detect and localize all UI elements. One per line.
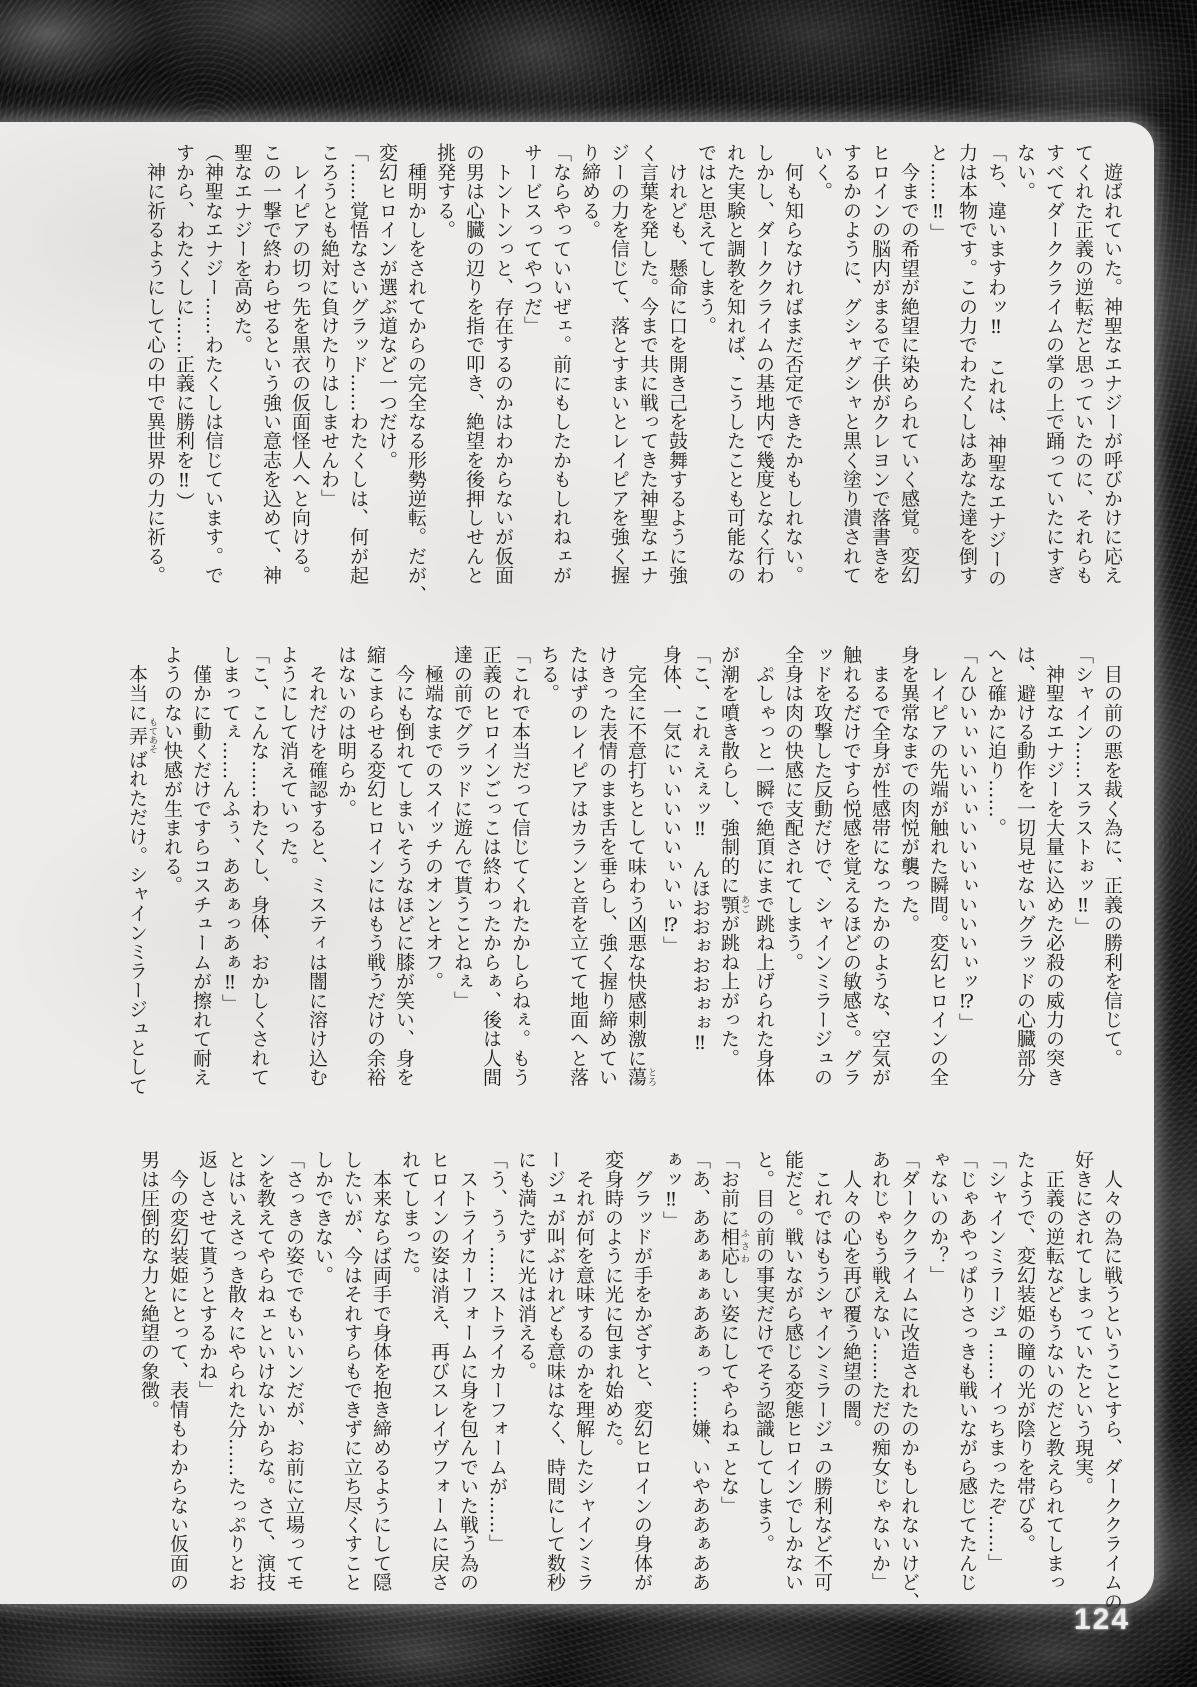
text-column: 完全に不意打ちとして味わう凶悪な快感刺激に蕩 とろ (625, 645, 656, 1087)
text-column: 本来ならば両手で身体を抱き締めるようにして隠 (370, 1150, 392, 1592)
text-column: ヒロインの脳内がまるで子供がクレヨンで落書きを (869, 143, 891, 585)
text-column: ジーの力を信じて、落とすまいとレイピアを強く握 (608, 143, 630, 585)
text-column: 「ならやっていいぜェ。前にもしたかもしれねェが (550, 143, 572, 585)
text-column: 聖なエナジーを高めた。 (231, 143, 253, 355)
text-column: しかし、ダーククライムの基地内で幾度となく行わ (753, 143, 775, 585)
text-column: ぁッ‼」 (660, 1150, 682, 1230)
text-column: するかのように、グシャグシャと黒く塗り潰されて (840, 143, 862, 585)
text-column: 今の変幻装姫にとって、表情もわからない仮面の (167, 1150, 189, 1592)
text-column: ージュが叫ぶけれども意味はなく、時間にして数秒 (544, 1150, 566, 1592)
text-column: 変幻ヒロインが選ぶ道など一つだけ。 (376, 143, 398, 470)
text-column: 正義の逆転などもうないのだと教えられてしまっ (1043, 1150, 1065, 1592)
text-column: けれども、懸命に口を開き己を鼓舞するように強 (666, 143, 688, 585)
text-column: とはいえさっき散々にやられた分……たっぷりとお (225, 1150, 247, 1592)
text-column: 何も知らなければまだ否定できたかもしれない。 (782, 143, 804, 585)
text-column: この一撃で終わらせるという強い意志を込めて、神 (260, 143, 282, 585)
text-band-bottom (138, 1150, 1126, 1611)
text-column: は、避ける動作を一切見せないグラッドの心臓部分 (1014, 645, 1036, 1087)
text-column: しまってぇ……んふぅ、ああぁっあぁ‼」 (219, 645, 241, 1013)
text-column: 「シャイン……スラストぉッ‼」 (1072, 645, 1094, 936)
text-column: 「これで本当だって信じてくれたかしらねぇ。もう (509, 645, 531, 1087)
text-column: にも満たずに光は消える。 (515, 1150, 537, 1381)
text-column: れてしまった。 (399, 1150, 421, 1285)
text-column: 「さっきの姿ででもいいンだが、お前に立場ってモ (283, 1150, 305, 1592)
text-column: たはずのレイピアはカランと音を立てて地面へと落 (567, 645, 589, 1087)
text-column: たようで、変幻装姫の瞳の光が陰りを帯びる。 (1014, 1150, 1036, 1554)
text-column: レイピアの切っ先を黒衣の仮面怪人へと向ける。 (289, 143, 311, 585)
text-column: 神聖なエナジーを大量に込めた必殺の威力の突き (1043, 645, 1065, 1087)
text-column: 僅かに動くだけですらコスチュームが擦れて耐え (190, 645, 212, 1087)
text-column: 全身は肉の快感に支配されてしまう。 (782, 645, 804, 972)
text-column: グラッドが手をかざすと、変幻ヒロインの身体が (631, 1150, 653, 1592)
text-column: （神聖なエナジー……わたくしは信じています。で (202, 143, 224, 585)
text-column: すべてダーククライムの掌の上で踊っていたにすぎ (1043, 143, 1065, 585)
text-column: 「ち、違いますわッ‼ これは、神聖なエナジーの (985, 143, 1007, 588)
text-column: く言葉を発した。今まで共に戦ってきた神聖なエナ (637, 143, 659, 585)
text-column: しかできない。 (312, 1150, 334, 1285)
text-column: ッドを攻撃した反動だけで、シャインミラージュの (811, 645, 833, 1087)
text-column: 本当に弄 もてあそばれただけ。シャインミラージュとして (126, 645, 157, 1096)
page-number: 124 (1073, 1603, 1131, 1636)
text-column: サービスってやつだ」 (521, 143, 543, 335)
page-paper (0, 122, 1154, 1611)
text-column: 「シャインミラージュ……イっちまったぞ……」 (985, 1150, 1007, 1573)
text-column: ヒロインの姿は消え、再びスレイヴフォームに戻さ (428, 1150, 450, 1592)
text-column: レイピアの先端が触れた瞬間。変幻ヒロインの全 (927, 645, 949, 1087)
text-column: 「あ、ああぁぁぁああぁっ……嫌、いやああぁああ (689, 1150, 711, 1592)
text-column: 縮こまらせる変幻ヒロインにはもう戦うだけの余裕 (364, 645, 386, 1087)
text-column: 男は圧倒的な力と絶望の象徴。 (138, 1150, 160, 1419)
text-column: それだけを確認すると、ミスティは闇に溶け込む (306, 645, 328, 1087)
text-column: トントンっと、存在するのかはわからないが仮面 (492, 143, 514, 585)
text-column: はないのは明らか。 (335, 645, 357, 818)
text-column: けきった表情のまま舌を垂らし、強く握り締めてい (596, 645, 618, 1087)
text-column: 挑発する。 (434, 143, 456, 239)
text-column: 「んひいぃいいいぃいいいぃいいいぃッ⁉」 (956, 645, 978, 1032)
text-column: したいが、今はそれすらもできずに立ち尽くすこと (341, 1150, 363, 1592)
text-column: いく。 (811, 143, 833, 201)
text-band-top (140, 143, 1126, 604)
text-column: ぷしゃっと一瞬で絶頂にまで跳ね上げられた身体 (753, 645, 775, 1087)
text-column: 今にも倒れてしまいそうなほどに膝が笑い、身を (393, 645, 415, 1087)
text-column: ない。 (1014, 143, 1036, 201)
text-band-middle (126, 645, 1126, 1096)
text-column: 種明かしをされてからの完全なる形勢逆転。だが、 (405, 143, 427, 604)
text-column: 人々の為に戦うということすら、ダーククライムの (1101, 1150, 1123, 1611)
text-column: と……‼」 (927, 143, 949, 242)
text-column: ようにして消えていった。 (277, 645, 299, 876)
text-column: 能だと。戦いながら感じる変態ヒロインでしかない (782, 1150, 804, 1592)
text-column: の男は心臓の辺りを指で叩き、絶望を後押しせんと (463, 143, 485, 585)
text-column: 今までの希望が絶望に染められていく感覚。変幻 (898, 143, 920, 585)
text-column: てくれた正義の逆転だと思っていたのに、それらも (1072, 143, 1094, 585)
text-column: 極端なまでのスイッチのオンとオフ。 (422, 645, 444, 991)
text-column: ンを教えてやらねェといけないからな。さて、演技 (254, 1150, 276, 1592)
text-column: 身を異常なまでの肉悦が襲った。 (898, 645, 920, 933)
text-column: あれじゃもう戦えない……ただの痴女じゃないか」 (869, 1150, 891, 1592)
text-column: 触れるだけですら悦感を覚えるほどの敏感さ。グラ (840, 645, 862, 1087)
text-column: り締める。 (579, 143, 601, 239)
text-column: ではと思えてしまう。 (695, 143, 717, 335)
text-column: 「う、うぅ……ストライカーフォームが……」 (486, 1150, 508, 1554)
text-column: それが何を意味するのかを理解したシャインミラ (573, 1150, 595, 1592)
text-column: 「こ、これぇえぇッ‼ んほおおぉおおぉぉ‼ (689, 645, 711, 1055)
text-column: 身体、一気にぃいいいいぃいぃ⁉」 (660, 645, 682, 956)
text-column: 人々の心を再び覆う絶望の闇。 (840, 1150, 862, 1438)
text-column: 達の前でグラッドに遊んで貰うことねぇ」 (451, 645, 473, 1010)
text-column: と。目の前の事実だけでそう認識してしまう。 (753, 1150, 775, 1554)
text-column: ようのない快感が生まれる。 (161, 645, 183, 895)
text-column: 正義のヒロインごっこは終わったからぁ、後は人間 (480, 645, 502, 1087)
text-column: 力は本物です。この力でわたくしはあなた達を倒す (956, 143, 978, 585)
text-column: 「……覚悟なさいグラッド……わたくしは、何が起 (347, 143, 369, 585)
text-column: 「お前に相応 ふさわしい姿にしてやらねェとな」 (718, 1150, 749, 1515)
text-column: 神に祈るようにして心の中で異世界の力に祈る。 (144, 143, 166, 585)
text-column: すから、わたくしに……正義に勝利を‼） (173, 143, 195, 511)
text-column: 好きにされてしまっていたという現実。 (1072, 1150, 1094, 1496)
text-column: 「ダーククライムに改造されたのかもしれないけど、 (898, 1150, 920, 1611)
text-column: ストライカーフォームに身を包んでいた戦う為の (457, 1150, 479, 1592)
text-column: 「じゃあやっぱりさっきも戦いながら感じてたんじ (956, 1150, 978, 1592)
text-column: 「こ、こんな……わたくし、身体、おかしくされて (248, 645, 270, 1087)
text-column: 返しさせて貰うとするかね」 (196, 1150, 218, 1400)
text-column: へと確かに迫り……。 (985, 645, 1007, 837)
text-column: 遊ばれていた。神聖なエナジーが呼びかけに応え (1101, 143, 1123, 585)
text-column: が潮を噴き散らし、強制的に顎 あごが跳ね上がった。 (718, 645, 749, 1068)
text-column: まるで全身が性感帯になったかのような、空気が (869, 645, 891, 1087)
text-column: これではもうシャインミラージュの勝利など不可 (811, 1150, 833, 1592)
text-column: れた実験と調教を知れば、こうしたことも可能なの (724, 143, 746, 585)
text-column: 変身時のように光に包まれ始めた。 (602, 1150, 624, 1458)
text-column: 目の前の悪を裁く為に、正義の勝利を信じて。 (1101, 645, 1123, 1068)
text-column: ころうとも絶対に負けたりはしませんわ」 (318, 143, 340, 508)
text-column: ちる。 (538, 645, 560, 703)
text-column: ゃないのか？」 (927, 1150, 949, 1285)
